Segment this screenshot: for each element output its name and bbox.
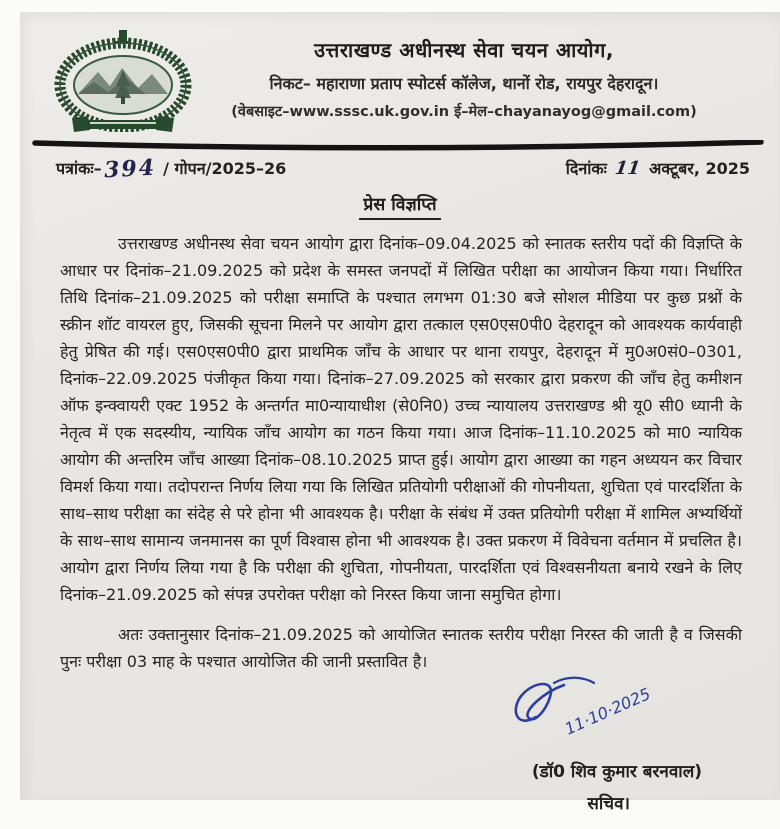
handwritten-signature	[498, 673, 718, 751]
letter-paper	[20, 12, 780, 814]
letter-number	[56, 154, 287, 184]
letterhead	[20, 12, 780, 136]
signature-date-handwritten: 11·10·2025	[561, 684, 654, 739]
letter-number-handwritten: 394	[103, 154, 157, 184]
seal-graphic	[48, 28, 198, 132]
reference-row	[20, 152, 780, 184]
page-title: प्रेस विज्ञप्ति	[359, 192, 440, 220]
letter-date-label: दिनांकः	[565, 159, 607, 178]
body-paragraph-2: अतः उक्तानुसार दिनांक–21.09.2025 को आयोजित स्नातक स्तरीय परीक्षा निरस्त की जाती है व जिसकी पुनः परीक्षा 03 माह के पश्चात आयोजित की जानी प्रस्तावित है।	[60, 625, 742, 671]
letter-number-label: पत्रांकः–	[56, 159, 102, 178]
signatory-name: (डॉ0 शिव कुमार बरनवाल)	[531, 762, 702, 782]
org-contact: (वेबसाइट–www.sssc.uk.gov.in ई–मेल–chayanayog@gmail.com)	[231, 104, 697, 120]
divider-line	[32, 140, 764, 152]
body-paragraph-1: उत्तराखण्ड अधीनस्थ सेवा चयन आयोग द्वारा दिनांक–09.04.2025 को स्नातक स्तरीय पदों की विज्ञप्ति के आधार पर दिनांक–21.09.2025 को प्रदेश के समस्त जनपदों में लिखित परीक्षा का आयोजन किया गया। निर्धारित तिथि दिनांक–21.09.2025 को परीक्षा समाप्ति के पश्चात लगभग 01:30 बजे सोशल मीडिया पर कुछ प्रश्नों के स्क्रीन शॉट वायरल हुए, जिसकी सूचना मिलने पर आयोग द्वारा तत्काल एस0एस0पी0 देहरादून को आवश्यक कार्यवाही हेतु प्रेषित की गई। एस0एस0पी0 द्वारा प्राथमिक जाँच के आधार पर थाना रायपुर, देहरादून में मु0अ0सं0–0301, दिनांक–22.09.2025 पंजीकृत किया गया। दिनांक–27.09.2025 को सरकार द्वारा प्रकरण की जाँच हेतु कमीशन ऑफ इन्क्वायरी एक्ट 1952 के अन्तर्गत मा0न्यायाधीश (से0नि0) उच्च न्यायालय उत्तराखण्ड श्री यू0 सी0 ध्यानी के नेतृत्व में एक सदस्यीय, न्यायिक जाँच आयोग का गठन किया गया। आज दिनांक–11.10.2025 को मा0 न्यायिक आयोग की अन्तरिम जाँच आख्या दिनांक–08.10.2025 प्राप्त हुई। आयोग द्वारा आख्या का गहन अध्ययन कर विचार विमर्श किया गया। तदोपरान्त निर्णय लिया गया कि लिखित प्रतियोगी परीक्षाओं की गोपनीयता, शुचिता एवं पारदर्शिता के साथ–साथ परीक्षा का संदेह से परे होना भी आवश्यक है। परीक्षा के संबंध में उक्त प्रतियोगी परीक्षा में शामिल अभ्यर्थियों के साथ–साथ सामान्य जनमानस का पूर्ण विश्वास होना भी आवश्यक है। उक्त प्रकरण में विवेचना वर्तमान में प्रचलित है। आयोग द्वारा निर्णय लिया गया है कि परीक्षा की शुचिता, गोपनीयता, पारदर्शिता एवं विश्वसनीयता बनाये रखने के लिए दिनांक–21.09.2025 को संपन्न उपरोक्त परीक्षा को निरस्त किया जाना समुचित होगा।	[60, 234, 742, 604]
header-divider	[20, 136, 780, 152]
commission-seal-icon	[48, 22, 208, 136]
signature-block	[20, 679, 780, 829]
letter-number-suffix: / गोपन/2025–26	[163, 159, 287, 178]
letter-body	[20, 220, 780, 675]
letter-date	[566, 157, 750, 179]
org-address: निकट– महाराणा प्रताप स्पोटर्स कॉलेज, थानों रोड, रायपुर देहरादून।	[269, 74, 659, 93]
letterhead-text	[208, 22, 754, 121]
signatory-designation: सचिव।	[587, 794, 630, 814]
title-row	[20, 192, 780, 220]
letter-date-rest: अक्टूबर, 2025	[649, 159, 750, 178]
letter-date-handwritten: 11	[614, 158, 643, 179]
org-name: उत्तराखण्ड अधीनस्थ सेवा चयन आयोग,	[314, 38, 614, 62]
